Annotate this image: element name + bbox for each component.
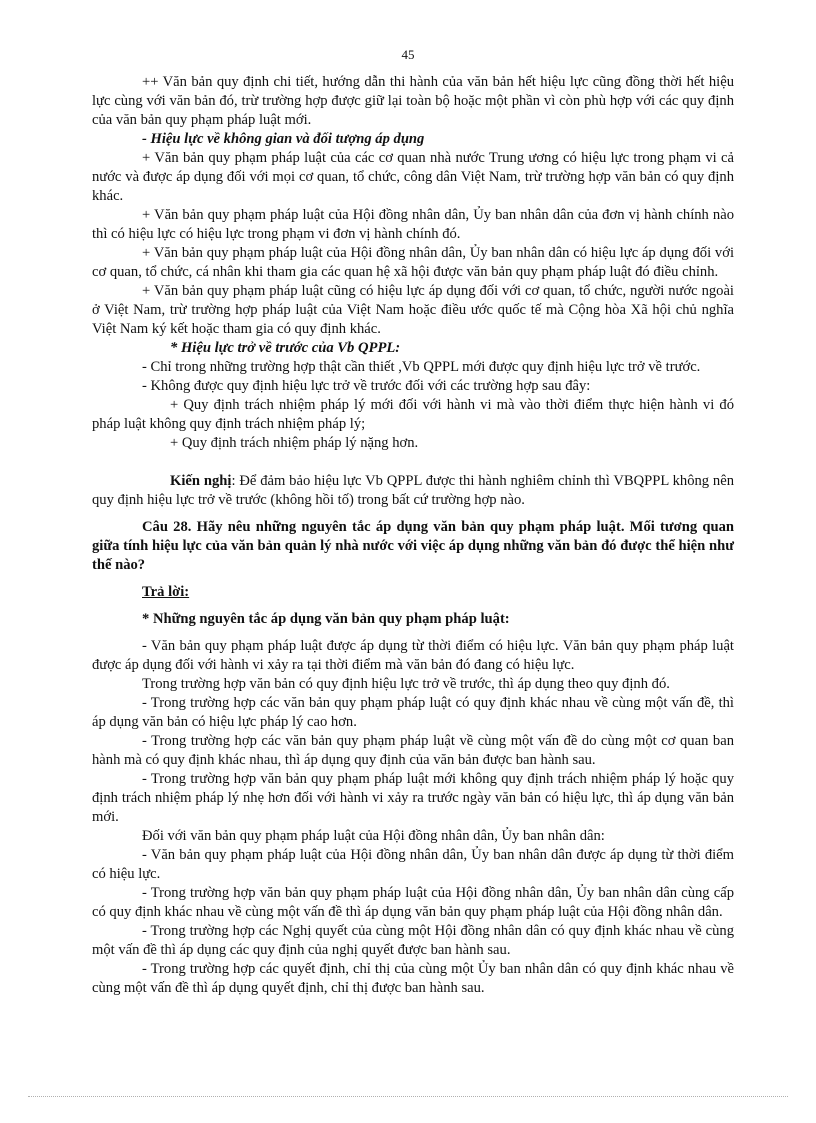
- page-bottom-border: [28, 1096, 788, 1097]
- document-body: [92, 73, 734, 998]
- paragraph: + Quy định trách nhiệm pháp lý mới đối với hành vi mà vào thời điểm thực hiện hành vi đó pháp luật không quy định trách nhiệm pháp lý;: [92, 397, 734, 432]
- paragraph: - Chỉ trong những trường hợp thật cần thiết ,Vb QPPL mới được quy định hiệu lực trở về trước.: [142, 359, 701, 375]
- paragraph: Trong trường hợp văn bản có quy định hiệu lực trở về trước, thì áp dụng theo quy định đó.: [142, 676, 670, 692]
- paragraph: + Văn bản quy phạm pháp luật của Hội đồng nhân dân, Ủy ban nhân dân có hiệu lực áp dụng đối với cơ quan, tổ chức, cá nhân khi tham gia các quan hệ xã hội được văn bản quy phạm pháp luật đó điều chỉnh.: [92, 245, 734, 280]
- paragraph: - Trong trường hợp các Nghị quyết của cùng một Hội đồng nhân dân có quy định khác nhau về cùng một vấn đề thì áp dụng các quy định của nghị quyết được ban hành sau.: [92, 923, 734, 958]
- recommendation-label: Kiến nghị: [170, 473, 232, 489]
- answer-label: Trả lời:: [142, 584, 190, 600]
- recommendation-paragraph: [92, 472, 734, 510]
- paragraph: ++ Văn bản quy định chi tiết, hướng dẫn thi hành của văn bản hết hiệu lực cũng đồng thời hết hiệu lực cùng với văn bản đó, trừ trường hợp được giữ lại toàn bộ hoặc một phần vì còn phù hợp với các quy định của văn bản quy phạm pháp luật mới.: [92, 74, 734, 128]
- section-heading-scope: - Hiệu lực về không gian và đối tượng áp dụng: [142, 131, 425, 147]
- recommendation-text: : Để đảm bảo hiệu lực Vb QPPL được thi hành nghiêm chỉnh thì VBQPPL không nên quy định hiệu lực trở về trước (không hồi tố) trong bất cứ trường hợp nào.: [92, 473, 734, 508]
- paragraph: - Không được quy định hiệu lực trở về trước đối với các trường hợp sau đây:: [142, 378, 591, 394]
- paragraph: + Quy định trách nhiệm pháp lý nặng hơn.: [170, 435, 419, 451]
- section-heading-principles: * Những nguyên tắc áp dụng văn bản quy phạm pháp luật:: [142, 611, 510, 627]
- page-number: 45: [401, 47, 415, 62]
- paragraph: - Trong trường hợp văn bản quy phạm pháp luật của Hội đồng nhân dân, Ủy ban nhân dân cùng cấp có quy định khác nhau về cùng một vấn đề thì áp dụng văn bản quy phạm pháp luật của Hội đồng nhân dân.: [92, 885, 734, 920]
- paragraph: Đối với văn bản quy phạm pháp luật của Hội đồng nhân dân, Ủy ban nhân dân:: [142, 828, 605, 844]
- paragraph: - Văn bản quy phạm pháp luật được áp dụng từ thời điểm có hiệu lực. Văn bản quy phạm pháp luật được áp dụng đối với hành vi xảy ra tại thời điểm mà văn bản đó đang có hiệu lực.: [92, 638, 734, 673]
- paragraph: + Văn bản quy phạm pháp luật cũng có hiệu lực áp dụng đối với cơ quan, tổ chức, người nước ngoài ở Việt Nam, trừ trường hợp pháp luật của Việt Nam hoặc điều ước quốc tế mà Cộng hòa Xã hội chủ nghĩa Việt Nam ký kết hoặc tham gia có quy định khác.: [92, 283, 734, 337]
- paragraph: + Văn bản quy phạm pháp luật của các cơ quan nhà nước Trung ương có hiệu lực trong phạm vi cả nước và được áp dụng đối với mọi cơ quan, tổ chức, công dân Việt Nam, trừ trường hợp văn bản có quy định khác.: [92, 150, 734, 204]
- paragraph: - Văn bản quy phạm pháp luật của Hội đồng nhân dân, Ủy ban nhân dân được áp dụng từ thời điểm có hiệu lực.: [92, 847, 734, 882]
- section-heading-retroactive: * Hiệu lực trở về trước của Vb QPPL:: [170, 340, 401, 356]
- paragraph: - Trong trường hợp văn bản quy phạm pháp luật mới không quy định trách nhiệm pháp lý hoặc quy định trách nhiệm pháp lý nhẹ hơn đối với hành vi xảy ra trước ngày văn bản có hiệu lực, thì áp dụng văn bản mới.: [92, 771, 734, 825]
- paragraph: - Trong trường hợp các văn bản quy phạm pháp luật có quy định khác nhau về cùng một vấn đề, thì áp dụng văn bản có hiệu lực pháp lý cao hơn.: [92, 695, 734, 730]
- paragraph: + Văn bản quy phạm pháp luật của Hội đồng nhân dân, Ủy ban nhân dân của đơn vị hành chính nào thì có hiệu lực có hiệu lực trong phạm vi đơn vị hành chính đó.: [92, 207, 734, 242]
- paragraph: - Trong trường hợp các quyết định, chỉ thị của cùng một Ủy ban nhân dân có quy định khác nhau về cùng một vấn đề thì áp dụng quyết định, chỉ thị được ban hành sau.: [92, 961, 734, 996]
- paragraph: - Trong trường hợp các văn bản quy phạm pháp luật về cùng một vấn đề do cùng một cơ quan ban hành mà có quy định khác nhau, thì áp dụng quy định của văn bản được ban hành sau.: [92, 733, 734, 768]
- question-28: Câu 28. Hãy nêu những nguyên tắc áp dụng văn bản quy phạm pháp luật. Mối tương quan giữa tính hiệu lực của văn bản quản lý nhà nước với việc áp dụng những văn bản đó được thể hiện như thế nào?: [92, 519, 734, 573]
